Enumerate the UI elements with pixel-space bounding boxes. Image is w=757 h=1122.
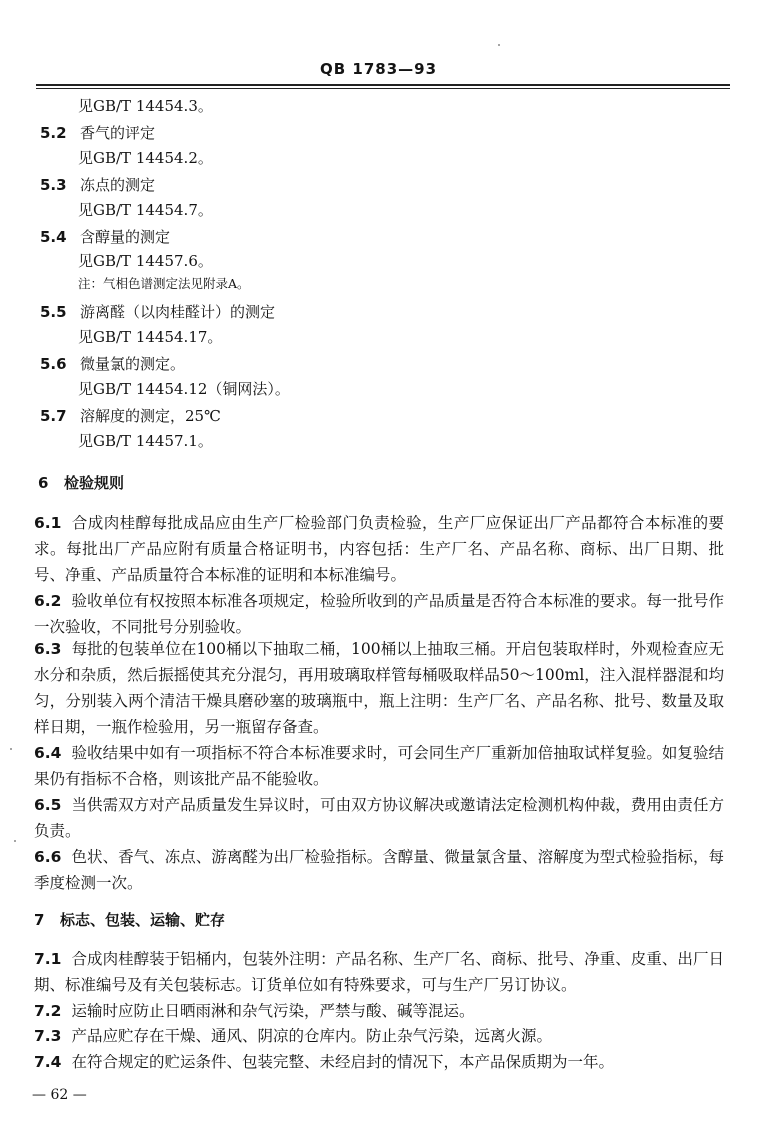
clause-6-6 — [34, 844, 724, 896]
page-number: — 62 — — [32, 1087, 87, 1103]
clause-text: 当供需双方对产品质量发生异议时，可由双方协议解决或邀请法定检测机构仲裁，费用由责任方负责。 — [34, 796, 724, 840]
method-ref-5-2: 见GB/T 14454.2。 — [78, 149, 213, 167]
clause-title: 冻点的测定 — [80, 176, 156, 194]
note-5-4: 注：气相色谱测定法见附录A。 — [78, 276, 250, 291]
clause-6-5 — [34, 792, 724, 844]
scan-speck — [10, 748, 12, 750]
clause-text: 验收结果中如有一项指标不符合本标准要求时，可会同生产厂重新加倍抽取试样复验。如复验结果仍有指标不合格，则该批产品不能验收。 — [34, 744, 724, 788]
clause-5-4 — [40, 227, 170, 247]
clause-number: 5.7 — [40, 407, 67, 425]
clause-6-1 — [34, 510, 724, 588]
clause-number: 5.6 — [40, 355, 67, 373]
clause-number: 7.2 — [34, 1002, 62, 1020]
clause-title: 香气的评定 — [80, 124, 156, 142]
clause-5-3 — [40, 175, 155, 195]
method-ref-5-6: 见GB/T 14454.12（铜网法）。 — [78, 380, 290, 398]
clause-number: 7.4 — [34, 1053, 62, 1071]
clause-title: 含醇量的测定 — [80, 228, 171, 246]
clause-number: 5.3 — [40, 176, 67, 194]
section-number: 6 — [38, 474, 49, 492]
scan-speck — [14, 840, 16, 842]
clause-7-1 — [34, 946, 724, 998]
clause-number: 6.1 — [34, 514, 62, 532]
clause-text: 色状、香气、冻点、游离醛为出厂检验指标。含醇量、微量氯含量、溶解度为型式检验指标，每季度检测一次。 — [34, 848, 724, 892]
method-ref-5-3: 见GB/T 14454.7。 — [78, 201, 213, 219]
clause-number: 5.4 — [40, 228, 67, 246]
method-ref-5-5: 见GB/T 14454.17。 — [78, 328, 223, 346]
clause-7-2 — [34, 998, 724, 1024]
clause-text: 验收单位有权按照本标准各项规定，检验所收到的产品质量是否符合本标准的要求。每一批号作一次验收，不同批号分别验收。 — [34, 592, 724, 636]
clause-text: 产品应贮存在干燥、通风、阴凉的仓库内。防止杂气污染，远离火源。 — [71, 1027, 552, 1045]
clause-6-4 — [34, 740, 724, 792]
section-6-heading — [38, 473, 124, 493]
clause-number: 6.3 — [34, 640, 62, 658]
method-ref-5-1: 见GB/T 14454.3。 — [78, 97, 213, 115]
clause-5-6 — [40, 354, 185, 374]
clause-text: 合成肉桂醇装于铝桶内，包装外注明：产品名称、生产厂名、商标、批号、净重、皮重、出厂日期、标准编号及有关包装标志。订货单位如有特殊要求，可与生产厂另订协议。 — [34, 950, 724, 994]
clause-7-4 — [34, 1049, 724, 1075]
method-ref-5-4: 见GB/T 14457.6。 — [78, 252, 213, 270]
header-rule-thin — [36, 88, 730, 89]
clause-title: 溶解度的测定，25℃ — [80, 407, 221, 425]
clause-7-3 — [34, 1023, 724, 1049]
clause-5-5 — [40, 302, 275, 322]
clause-title: 微量氯的测定。 — [80, 355, 186, 373]
section-title: 检验规则 — [64, 474, 125, 492]
clause-number: 6.5 — [34, 796, 62, 814]
clause-6-2 — [34, 588, 724, 640]
clause-5-7 — [40, 406, 221, 426]
clause-number: 6.2 — [34, 592, 62, 610]
section-title: 标志、包装、运输、贮存 — [60, 911, 226, 929]
clause-5-2 — [40, 123, 155, 143]
header-rule — [36, 84, 730, 86]
clause-text: 在符合规定的贮运条件、包装完整、未经启封的情况下，本产品保质期为一年。 — [71, 1053, 614, 1071]
standard-number-header: QB 1783—93 — [319, 60, 438, 78]
clause-text: 每批的包装单位在100桶以下抽取二桶，100桶以上抽取三桶。开启包装取样时，外观检查应无水分和杂质，然后振摇使其充分混匀，再用玻璃取样管每桶吸取样品50～100ml，注入混样器混和均匀，分别装入两个清洁干燥具磨砂塞的玻璃瓶中，瓶上注明：生产厂名、产品名称、批号、数量及取样日期，一瓶作检验用，另一瓶留存备查。 — [34, 640, 724, 736]
clause-6-3 — [34, 636, 724, 740]
section-7-heading — [34, 910, 225, 930]
clause-number: 7.3 — [34, 1027, 62, 1045]
scan-speck — [498, 44, 500, 46]
clause-number: 6.4 — [34, 744, 62, 762]
clause-number: 5.5 — [40, 303, 67, 321]
clause-number: 6.6 — [34, 848, 62, 866]
clause-text: 合成肉桂醇每批成品应由生产厂检验部门负责检验，生产厂应保证出厂产品都符合本标准的要求。每批出厂产品应附有质量合格证明书，内容包括：生产厂名、产品名称、商标、出厂日期、批号、净重、产品质量符合本标准的证明和本标准编号。 — [34, 514, 724, 584]
clause-number: 7.1 — [34, 950, 62, 968]
clause-text: 运输时应防止日晒雨淋和杂气污染，严禁与酸、碱等混运。 — [71, 1002, 475, 1020]
section-number: 7 — [34, 911, 45, 929]
clause-title: 游离醛（以肉桂醛计）的测定 — [80, 303, 276, 321]
method-ref-5-7: 见GB/T 14457.1。 — [78, 432, 213, 450]
clause-number: 5.2 — [40, 124, 67, 142]
